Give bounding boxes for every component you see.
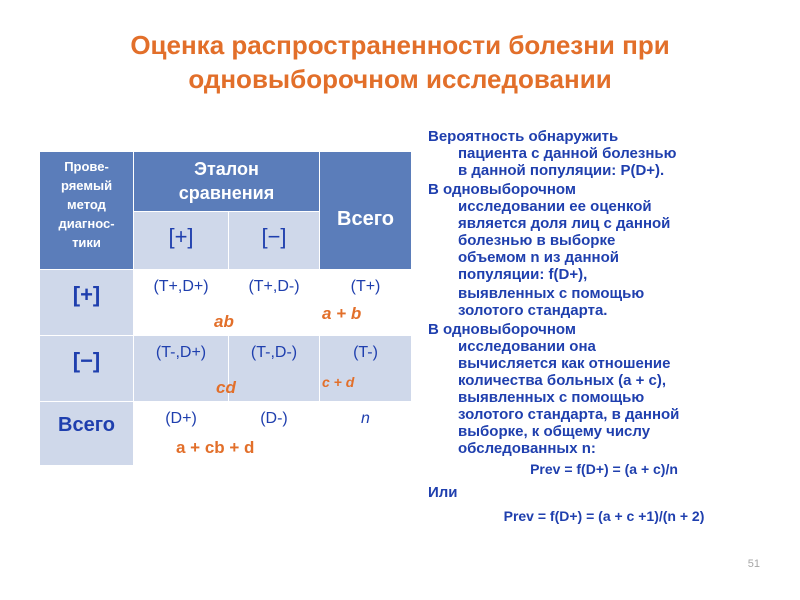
overlay-sum: a + cb + d xyxy=(176,438,255,457)
text-line: В одновыборочном xyxy=(428,321,576,338)
contingency-table xyxy=(40,152,412,466)
etalon-header-line: сравнения xyxy=(178,183,275,203)
cell-text: (T+) xyxy=(350,278,381,295)
cell-text: (D+) xyxy=(165,410,197,427)
formula-prev: Prev = f(D+) = (a + c)/n xyxy=(530,461,678,477)
formula-prev-corrected: Prev = f(D+) = (a + c +1)/(n + 2) xyxy=(503,508,705,524)
text-line: золотого стандарта. xyxy=(458,302,608,319)
etalon-plus-header: [+] xyxy=(134,212,229,270)
cell-n-total xyxy=(320,402,412,466)
method-header-line: ряемый xyxy=(60,178,113,193)
row-label-plus: [+] xyxy=(40,270,134,336)
page-number: 51 xyxy=(747,558,760,570)
row-label-minus: [−] xyxy=(40,336,134,402)
cell-text: (T+,D-) xyxy=(248,278,300,295)
method-header-line: тики xyxy=(72,235,101,250)
cell-text: (D-) xyxy=(260,410,288,427)
method-header-line: Прове- xyxy=(64,159,109,174)
text-line: болезнью в выборке xyxy=(458,232,616,249)
text-line: обследованных n: xyxy=(458,440,596,457)
text-line: В одновыборочном xyxy=(428,181,576,198)
text-line: является доля лиц с данной xyxy=(458,215,671,232)
etalon-minus-header: [−] xyxy=(229,212,320,270)
cell-text: (T-) xyxy=(353,344,378,361)
text-line: объемом n из данной xyxy=(458,249,619,266)
paragraph-probability xyxy=(428,128,780,179)
overlay-c-plus-d: c + d xyxy=(322,374,355,390)
text-line: популяции: f(D+), xyxy=(458,266,588,283)
cell-tn xyxy=(229,336,320,402)
total-column-header: Всего xyxy=(320,152,412,270)
slide-title xyxy=(40,28,760,96)
text-line: пациента с данной болезнью xyxy=(458,145,677,162)
text-line: исследовании ее оценкой xyxy=(458,198,652,215)
etalon-header xyxy=(134,152,320,212)
cell-text: (T-,D+) xyxy=(155,344,207,361)
method-header-line: метод xyxy=(67,197,106,212)
cell-fp xyxy=(229,270,320,336)
title-line-1: Оценка распространенности болезни при xyxy=(130,30,670,60)
cell-fn xyxy=(134,336,229,402)
explanation-text xyxy=(428,128,780,531)
cell-t-minus-total xyxy=(320,336,412,402)
method-header xyxy=(40,152,134,270)
paragraph-calculation xyxy=(428,321,780,457)
etalon-header-line: Эталон xyxy=(194,159,259,179)
text-line: исследовании она xyxy=(458,338,596,355)
text-line: в данной популяции: P(D+). xyxy=(458,162,665,179)
text-line: Вероятность обнаружить xyxy=(428,128,619,145)
method-header-line: диагнос- xyxy=(58,216,115,231)
text-line: выявленных с помощью xyxy=(458,389,645,406)
cell-text: (T+,D+) xyxy=(153,278,209,295)
text-line: вычисляется как отношение xyxy=(458,355,671,372)
text-line: золотого стандарта, в данной xyxy=(458,406,680,423)
paragraph-estimate xyxy=(428,181,780,319)
row-label-total: Всего xyxy=(40,402,134,466)
text-line: выявленных с помощью xyxy=(458,285,645,302)
cell-text: (T-,D-) xyxy=(250,344,298,361)
title-line-2: одновыборочном исследовании xyxy=(188,64,612,94)
overlay-a-plus-b: a + b xyxy=(322,304,362,323)
cell-t-plus-total xyxy=(320,270,412,336)
overlay-cd: cd xyxy=(216,378,236,397)
cell-text: n xyxy=(361,410,370,427)
or-label: Или xyxy=(428,484,458,501)
overlay-ab: ab xyxy=(214,312,234,331)
text-line: выборке, к общему числу xyxy=(458,423,651,440)
text-line: количества больных (a + c), xyxy=(458,372,667,389)
